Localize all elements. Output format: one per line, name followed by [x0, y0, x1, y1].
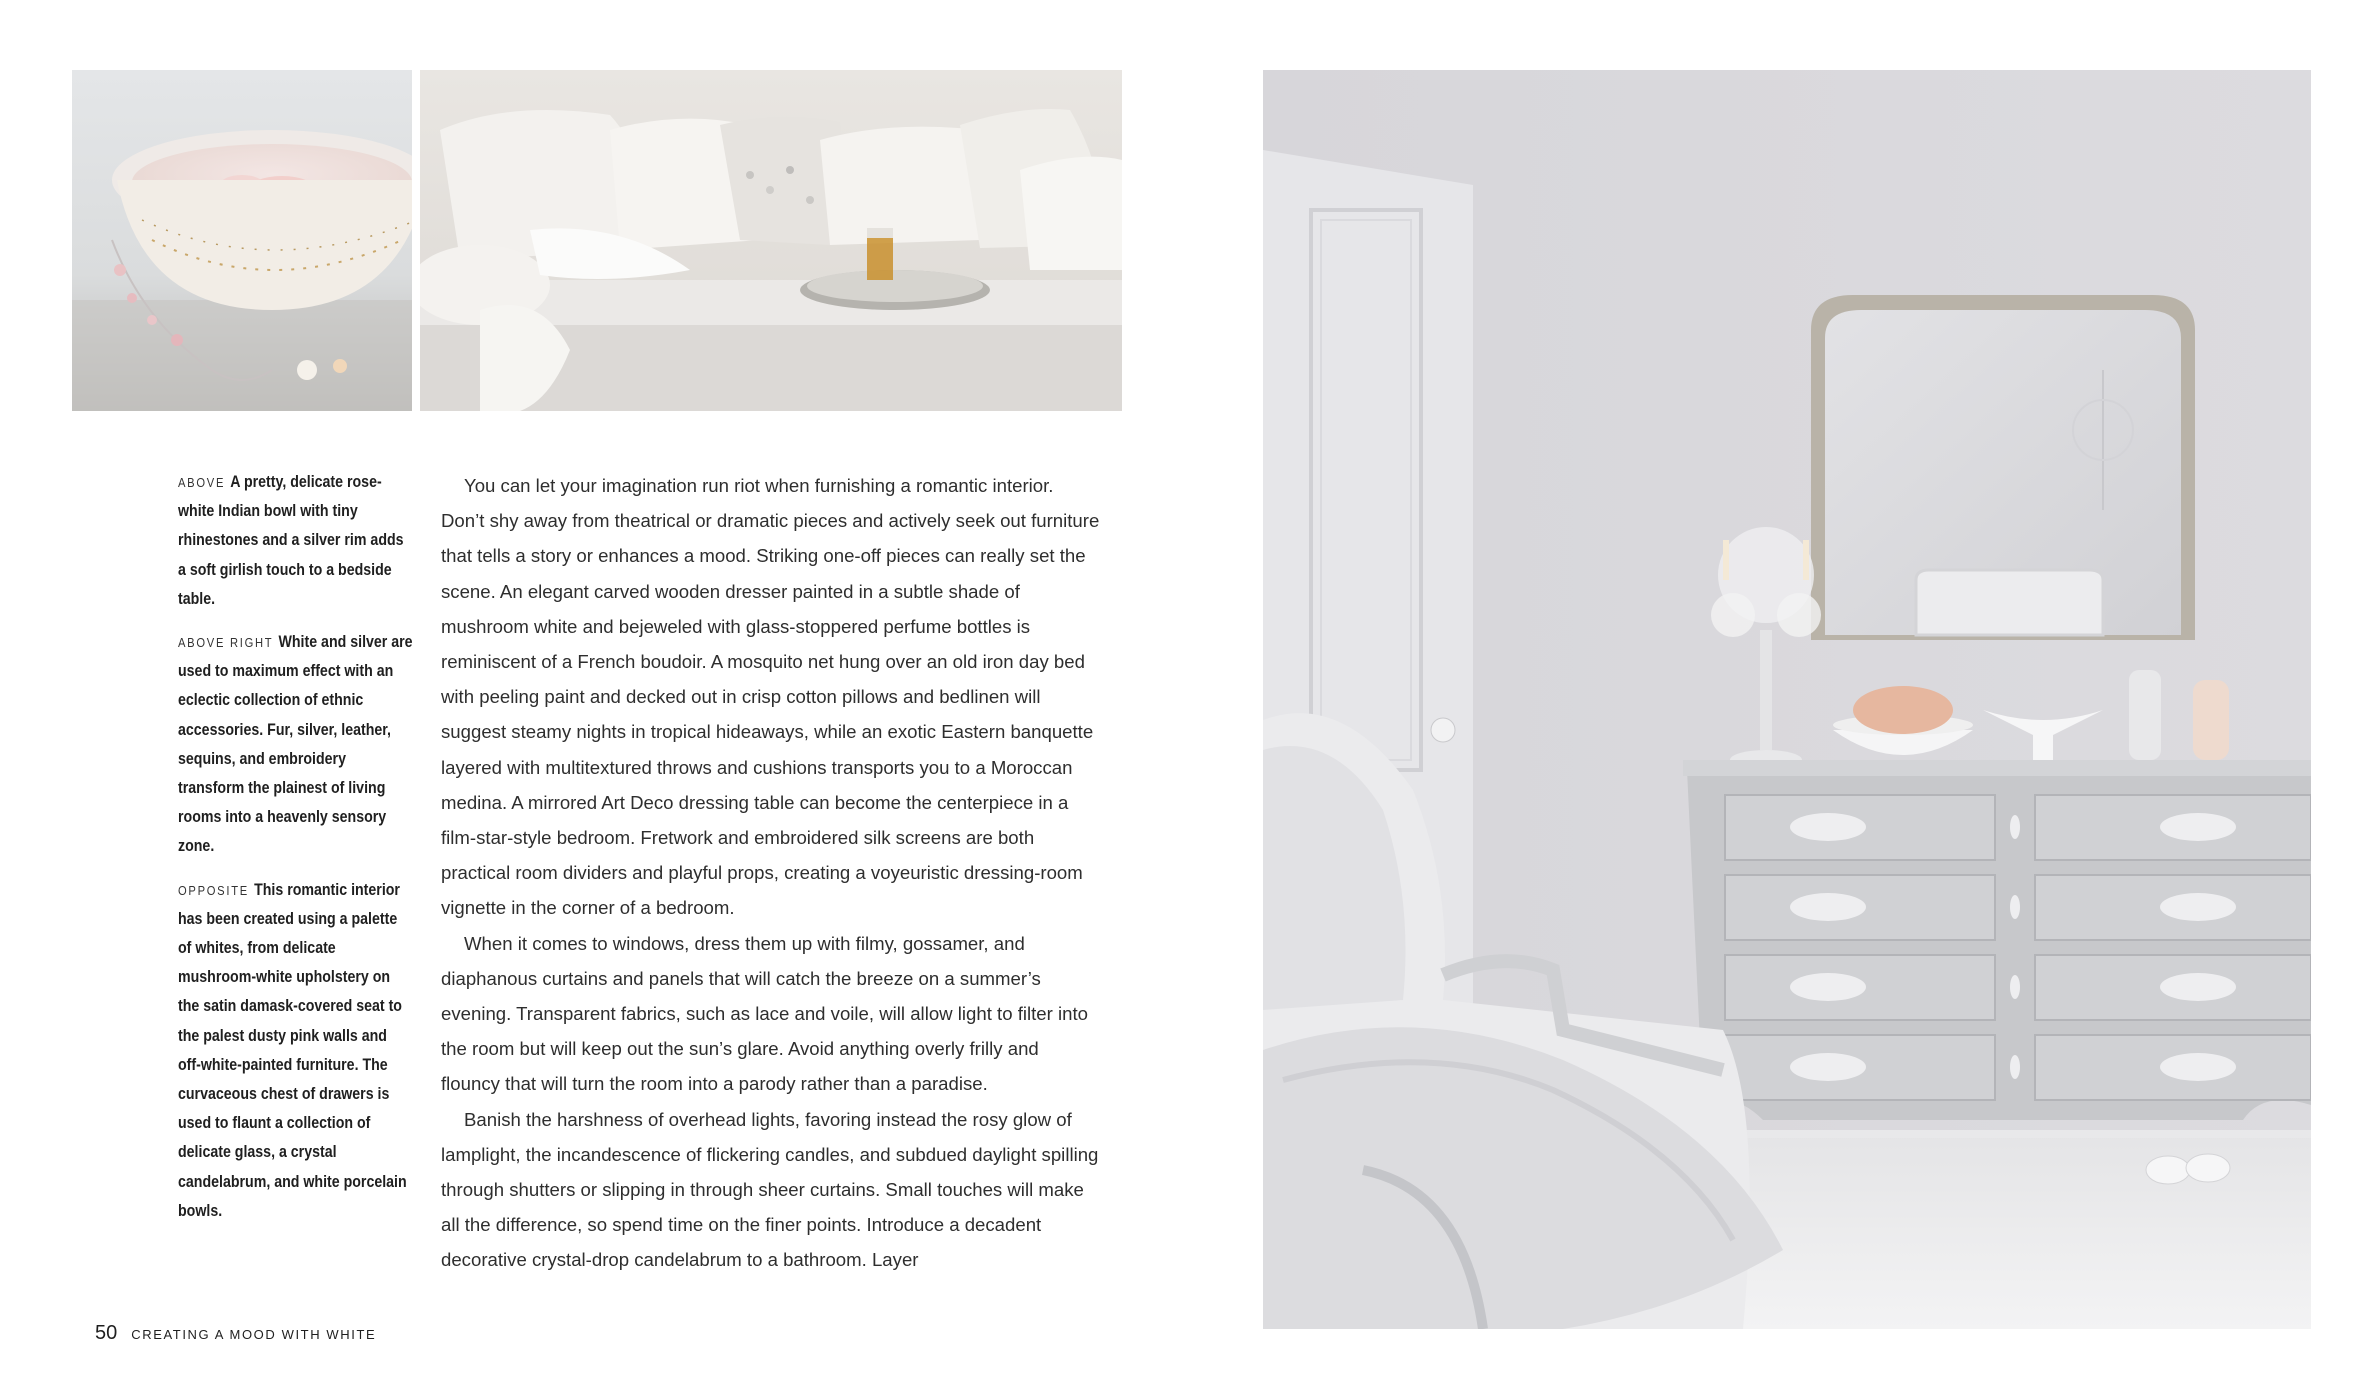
bowl-photo [72, 70, 412, 411]
page-number: 50 [95, 1322, 118, 1344]
caption-above [178, 468, 414, 614]
sofa-photo [420, 70, 1122, 411]
section-title: CREATING A MOOD WITH WHITE [131, 1327, 377, 1342]
caption-text: This romantic interior has been created using a palette of whites, from delicate mushroom-white upholstery on the satin damask-covered seat to the palest dusty pink walls and off-white-painted furniture. The curvaceous chest of drawers is used to flaunt a collection of delicate glass, a crystal candelabrum, and white porcelain bowls. [178, 880, 407, 1220]
caption-text: White and silver are used to maximum effect with an eclectic collection of ethnic accessories. Fur, silver, leather, sequins, and embroidery transform the plainest of living rooms into a heavenly sensory zone. [178, 633, 413, 856]
caption-tag: ABOVE [178, 475, 226, 490]
body-text [441, 468, 1101, 1278]
caption-tag: ABOVE RIGHT [178, 635, 274, 651]
page-footer [95, 1322, 376, 1345]
bedroom-photo [1263, 70, 2311, 1329]
caption-above-right [178, 628, 414, 862]
captions-column [178, 468, 414, 1240]
caption-opposite [178, 876, 414, 1226]
body-paragraph: Banish the harshness of overhead lights, favoring instead the rosy glow of lamplight, the incandescence of flickering candles, and subdued daylight spilling through shutters or slipping in through sheer curtains. Small touches will make all the difference, so spend time on the finer points. Introduce a decadent decorative crystal-drop candelabrum to a bathroom. Layer [441, 1108, 1099, 1271]
body-paragraph: You can let your imagination run riot when furnishing a romantic interior. Don’t shy away from theatrical or dramatic pieces and actively seek out furniture that tells a story or enhances a mood. Striking one-off pieces can really set the scene. An elegant carved wooden dresser painted in a subtle shade of mushroom white and bejeweled with glass-stoppered perfume bottles is reminiscent of a French boudoir. A mosquito net hung over an old iron day bed with peeling paint and decked out in crisp cotton pillows and bedlinen will suggest steamy nights in tropical hideaways, while an exotic Eastern banquette layered with multitextured throws and cushions transports you to a Moroccan medina. A mirrored Art Deco dressing table can become the centerpiece in a film-star-style bedroom. Fretwork and embroidered silk screens are both practical room dividers and playful props, creating a voyeuristic dressing-room vignette in the corner of a bedroom. [441, 475, 1100, 919]
body-paragraph: When it comes to windows, dress them up with filmy, gossamer, and diaphanous curtains and panels that will catch the breeze on a summer’s evening. Transparent fabrics, such as lace and voile, will allow light to filter into the room but will keep out the sun’s glare. Avoid anything overly frilly and flouncy that will turn the room into a parody rather than a paradise. [441, 932, 1088, 1095]
caption-tag: OPPOSITE [178, 882, 249, 898]
caption-text: A pretty, delicate rose-white Indian bowl with tiny rhinestones and a silver rim adds a soft girlish touch to a bedside table. [178, 473, 404, 608]
